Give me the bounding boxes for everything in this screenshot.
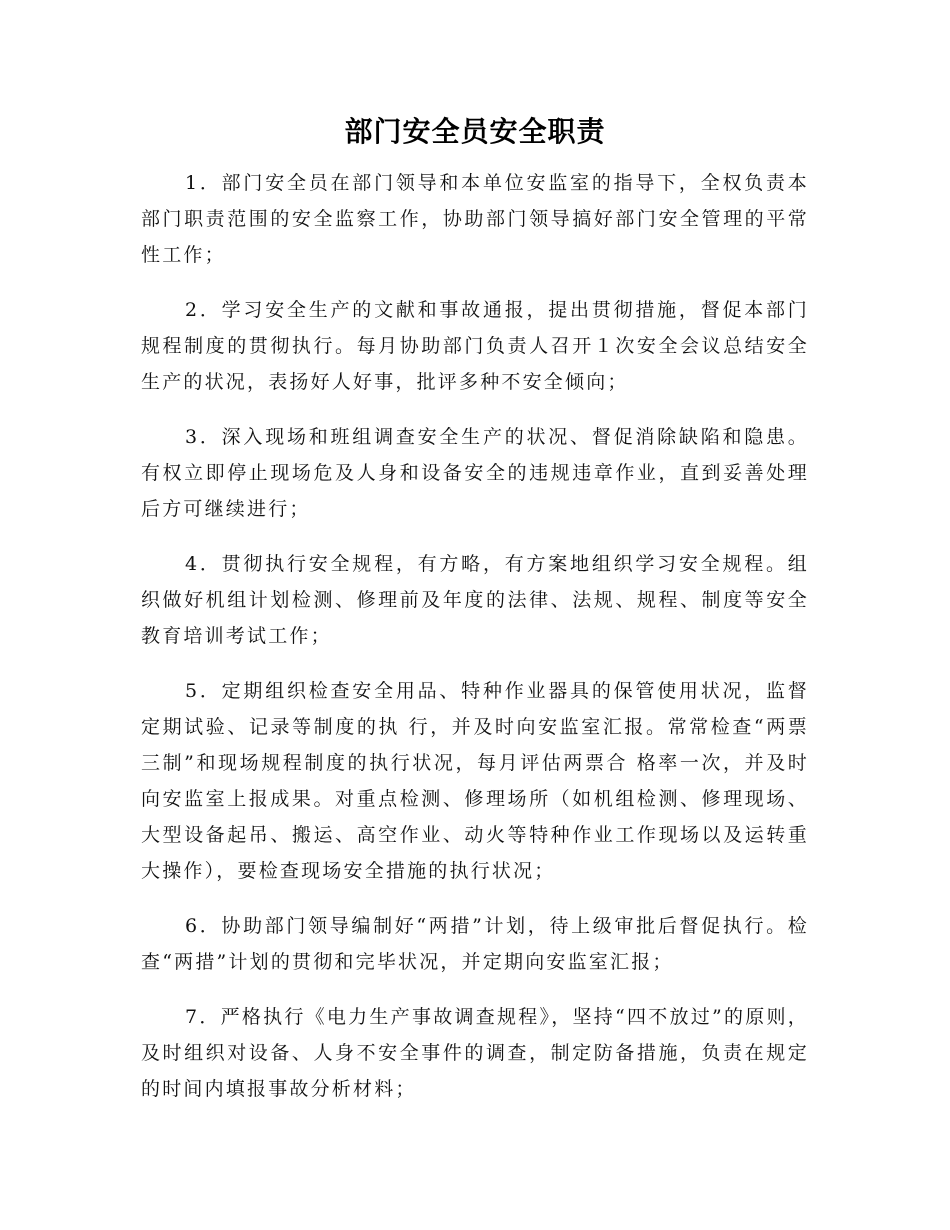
document-body [141, 165, 809, 1126]
paragraph-2: 2．学习安全生产的文献和事故通报，提出贯彻措施，督促本部门规程制度的贯彻执行。每月协助部门负责人召开１次安全会议总结安全生产的状况，表扬好人好事，批评多种不安全倾向； [141, 299, 809, 393]
paragraph-5: 5．定期组织检查安全用品、特种作业器具的保管使用状况，监督定期试验、记录等制度的执 行，并及时向安监室汇报。常常检查“两票三制”和现场规程制度的执行状况，每月评估两票合 格率一次，并及时向安监室上报成果。对重点检测、修理场所（如机组检测、修理现场、大型设备起吊、搬运、高空作业、动火等特种作业工作现场以及运转重大操作），要检查现场安全措施的执行状况； [141, 680, 809, 882]
paragraph-1: 1．部门安全员在部门领导和本单位安监室的指导下，全权负责本部门职责范围的安全监察工作，协助部门领导搞好部门安全管理的平常性工作； [141, 172, 809, 266]
paragraph-6: 6．协助部门领导编制好“两措”计划，待上级审批后督促执行。检查“两措”计划的贯彻和完毕状况，并定期向安监室汇报； [141, 915, 809, 973]
document-title: 部门安全员安全职责 [344, 115, 606, 148]
paragraph-7: 7．严格执行《电力生产事故调查规程》，坚持“四不放过”的原则，及时组织对设备、人身不安全事件的调查，制定防备措施，负责在规定的时间内填报事故分析材料； [141, 1006, 809, 1100]
paragraph-3: 3．深入现场和班组调查安全生产的状况、督促消除缺陷和隐患。有权立即停止现场危及人身和设备安全的违规违章作业，直到妥善处理后方可继续进行； [141, 426, 809, 520]
paragraph-4: 4．贯彻执行安全规程，有方略，有方案地组织学习安全规程。组织做好机组计划检测、修理前及年度的法律、法规、规程、制度等安全教育培训考试工作； [141, 553, 809, 647]
